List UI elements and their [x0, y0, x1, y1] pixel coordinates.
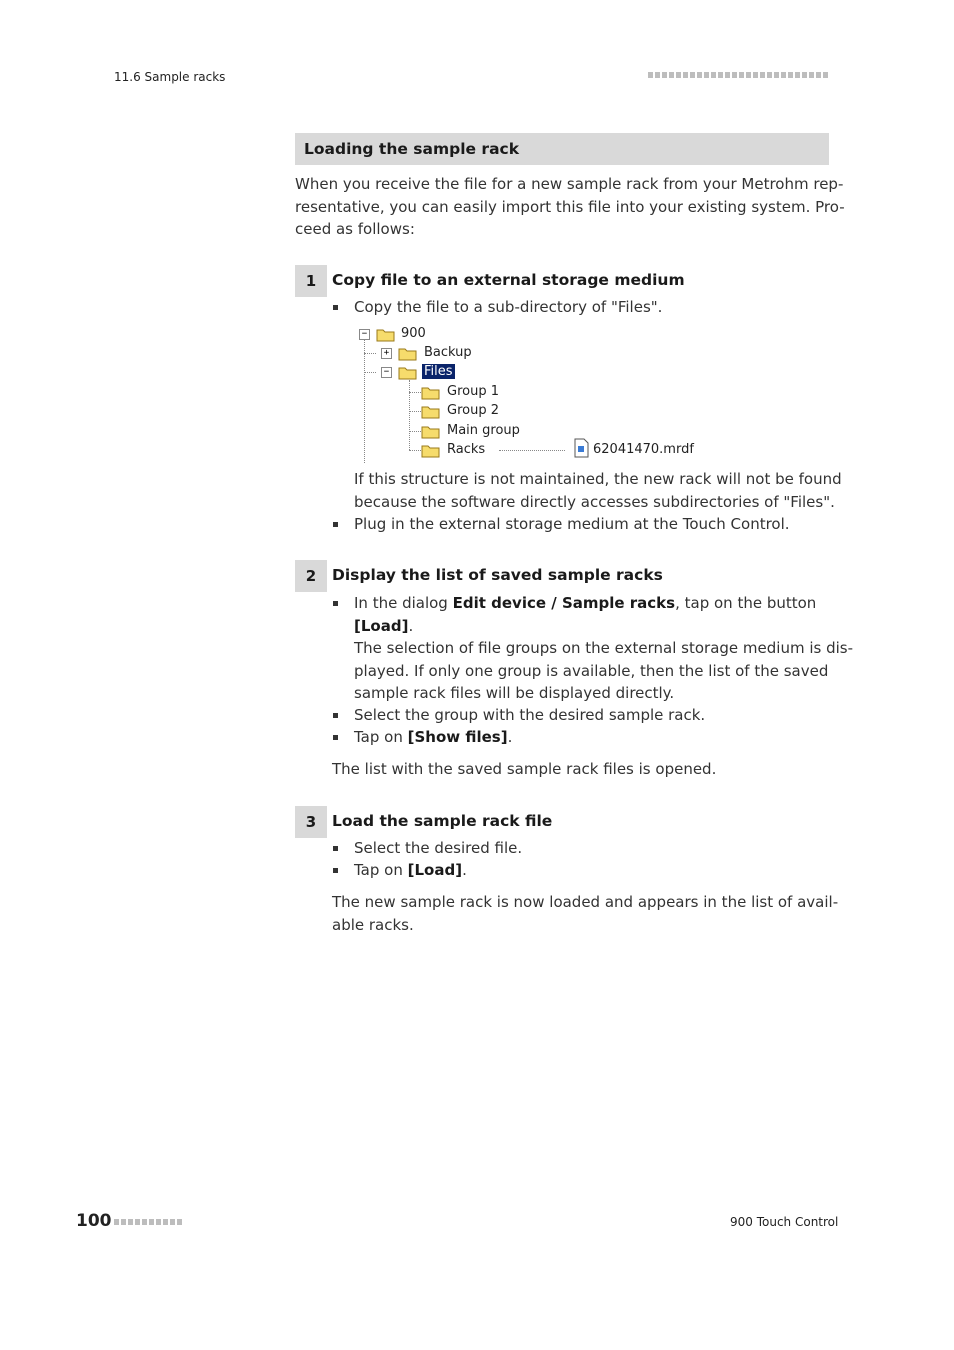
list-item: Tap on [Load].: [354, 859, 467, 882]
tree-node-racks[interactable]: Racks: [447, 442, 486, 457]
step-title: Display the list of saved sample racks: [332, 566, 663, 584]
expand-icon[interactable]: +: [381, 348, 392, 359]
running-header: 11.6 Sample racks: [114, 70, 226, 84]
tree-node-main-group[interactable]: Main group: [447, 423, 520, 438]
running-footer: 900 Touch Control: [730, 1215, 839, 1229]
folder-icon: [421, 423, 441, 439]
step-number: 1: [295, 265, 327, 297]
bullet-marker: [333, 846, 338, 851]
header-decoration: [648, 72, 828, 78]
step-number: 2: [295, 560, 327, 592]
bullet-marker: [333, 305, 338, 310]
step-title: Load the sample rack file: [332, 812, 553, 830]
bullet-marker: [333, 868, 338, 873]
file-icon: [574, 438, 590, 458]
list-item: In the dialog Edit device / Sample racks, tap on the button [Load]. The selection of file groups on the external storage medium is dis- played. If only one group is available, then the list of the saved sample rack files will be displayed directly.: [354, 592, 853, 705]
intro-line: ceed as follows:: [295, 220, 415, 238]
list-item: Plug in the external storage medium at the Touch Control.: [354, 513, 790, 536]
folder-icon: [376, 326, 396, 342]
folder-icon: [421, 384, 441, 400]
page-number: 100: [76, 1211, 112, 1231]
step-result: The list with the saved sample rack files is opened.: [332, 760, 717, 778]
folder-icon: [421, 403, 441, 419]
tree-node-backup[interactable]: Backup: [424, 345, 472, 360]
tree-node-root[interactable]: 900: [401, 326, 426, 341]
collapse-icon[interactable]: −: [359, 329, 370, 340]
section-title: Loading the sample rack: [295, 133, 829, 165]
step-number: 3: [295, 806, 327, 838]
tree-node-file[interactable]: 62041470.mrdf: [593, 442, 694, 457]
intro-paragraph: [295, 173, 845, 241]
list-item: Select the desired file.: [354, 837, 522, 860]
note-paragraph: If this structure is not maintained, the new rack will not be found because the software directly accesses subdirectories of "Files".: [354, 470, 842, 511]
step-title: Copy file to an external storage medium: [332, 271, 685, 289]
intro-line: resentative, you can easily import this file into your existing system. Pro-: [295, 197, 845, 216]
list-item: Select the group with the desired sample rack.: [354, 704, 705, 727]
bullet-marker: [333, 601, 338, 606]
list-item: Tap on [Show files].: [354, 726, 512, 749]
intro-line: When you receive the file for a new sample rack from your Metrohm rep-: [295, 175, 844, 193]
bullet-marker: [333, 713, 338, 718]
step-result: The new sample rack is now loaded and appears in the list of avail- able racks.: [332, 893, 839, 934]
tree-node-group2[interactable]: Group 2: [447, 403, 499, 418]
folder-tree: [356, 323, 696, 465]
bullet-marker: [333, 735, 338, 740]
list-item: Copy the file to a sub-directory of "Files".: [354, 296, 662, 319]
tree-node-group1[interactable]: Group 1: [447, 384, 499, 399]
open-folder-icon: [398, 364, 418, 380]
footer-decoration: [114, 1219, 182, 1225]
tree-node-files[interactable]: Files: [424, 364, 453, 379]
bullet-marker: [333, 522, 338, 527]
folder-icon: [421, 442, 441, 458]
collapse-icon[interactable]: −: [381, 367, 392, 378]
folder-icon: [398, 345, 418, 361]
